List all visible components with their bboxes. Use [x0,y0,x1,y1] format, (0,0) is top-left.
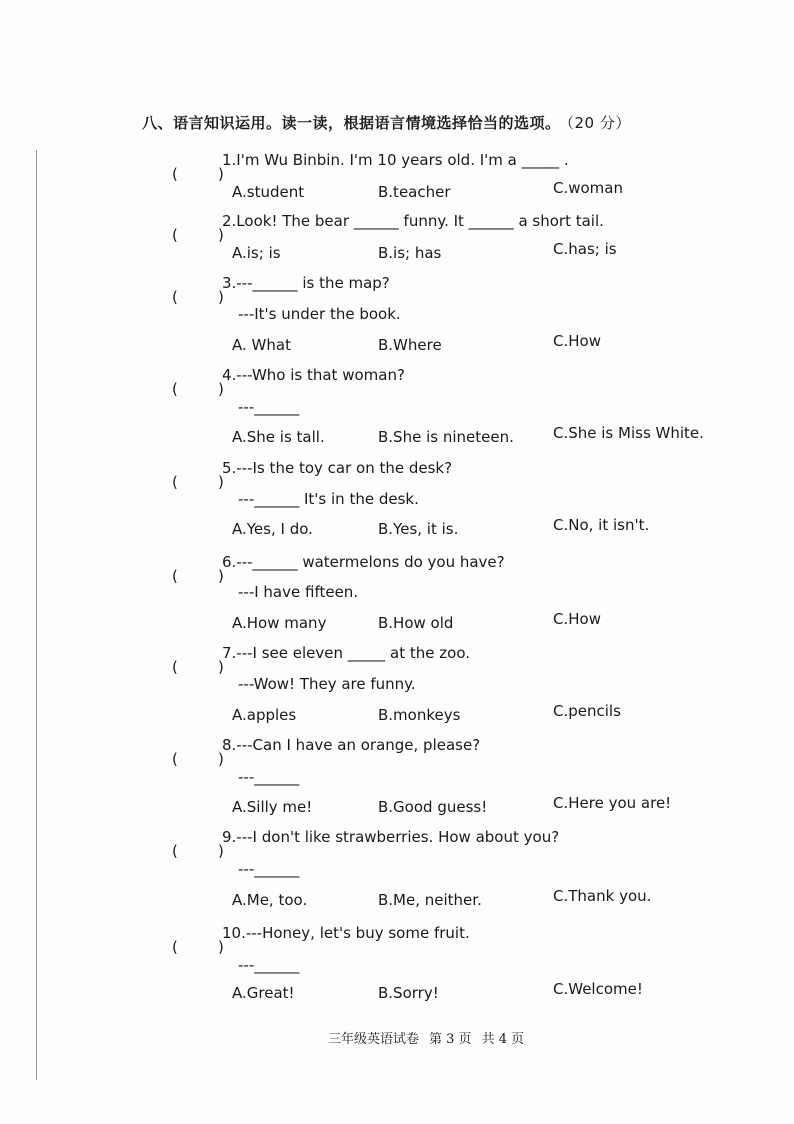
answer-paren-open: ( [172,658,178,676]
question-3 [172,274,390,306]
option-a: A. What [232,336,291,354]
question-stem: 6.---______ watermelons do you have? [222,553,505,571]
option-b: B.Me, neither. [378,891,482,909]
option-b: B.monkeys [378,706,461,724]
section-title [142,112,631,133]
answer-paren-open: ( [172,226,178,244]
question-stem: 4.---Who is that woman? [222,366,405,384]
answer-paren-close: ) [218,226,224,244]
option-a: A.Silly me! [232,798,313,816]
question-stem: 9.---I don't like strawberries. How about you? [222,828,560,846]
answer-paren-close: ) [218,938,224,956]
answer-paren-close: ) [218,288,224,306]
answer-paren-close: ) [218,750,224,768]
question-4 [172,366,405,398]
answer-paren-close: ) [218,165,224,183]
question-1 [172,151,569,183]
option-c: C.has; is [553,240,617,258]
answer-paren-close: ) [218,842,224,860]
section-title-text: 八、语言知识运用。读一读，根据语言情境选择恰当的选项。 [142,114,561,132]
answer-paren-close: ) [218,567,224,585]
answer-paren-open: ( [172,938,178,956]
question-5 [172,459,453,491]
section-score: （20 分） [566,114,631,132]
option-c: C.How [553,332,601,350]
answer-paren-open: ( [172,288,178,306]
option-c: C.pencils [553,702,621,720]
question-reply: ---It's under the book. [238,305,401,323]
question-reply: ---I have fifteen. [238,583,359,601]
answer-paren-close: ) [218,473,224,491]
option-a: A.apples [232,706,297,724]
question-reply: ---______ [238,860,300,878]
option-b: B.Yes, it is. [378,520,459,538]
option-a: A.She is tall. [232,428,325,446]
question-10 [172,924,470,956]
option-b: B.teacher [378,183,451,201]
option-a: A.Great! [232,984,295,1002]
option-c: C.She is Miss White. [553,424,704,442]
question-reply: ---______ It's in the desk. [238,490,419,508]
question-stem: 3.---______ is the map? [222,274,390,292]
question-stem: 1.I'm Wu Binbin. I'm 10 years old. I'm a _____ . [222,151,569,169]
page-footer [328,1028,534,1047]
option-c: C.Here you are! [553,794,672,812]
question-stem: 5.---Is the toy car on the desk? [222,459,453,477]
answer-paren-open: ( [172,567,178,585]
question-7 [172,644,471,676]
footer-exam-name: 三年级英语试卷 [328,1032,420,1047]
option-b: B.is; has [378,244,442,262]
option-a: A.Me, too. [232,891,308,909]
question-9 [172,828,560,860]
option-b: B.Good guess! [378,798,488,816]
option-a: A.How many [232,614,327,632]
option-b: B.Where [378,336,442,354]
question-stem: 10.---Honey, let's buy some fruit. [222,924,470,942]
question-reply: ---Wow! They are funny. [238,675,416,693]
option-a: A.is; is [232,244,281,262]
question-reply: ---______ [238,768,300,786]
answer-paren-open: ( [172,380,178,398]
option-a: A.Yes, I do. [232,520,313,538]
option-b: B.She is nineteen. [378,428,514,446]
question-6 [172,553,505,585]
option-b: B.How old [378,614,454,632]
footer-total-pages: 共 4 页 [481,1032,525,1047]
option-c: C.woman [553,179,623,197]
question-8 [172,736,481,768]
answer-paren-open: ( [172,750,178,768]
option-b: B.Sorry! [378,984,439,1002]
answer-paren-open: ( [172,842,178,860]
question-2 [172,212,604,244]
answer-paren-open: ( [172,165,178,183]
question-stem: 7.---I see eleven _____ at the zoo. [222,644,471,662]
question-stem: 8.---Can I have an orange, please? [222,736,481,754]
option-c: C.Welcome! [553,980,643,998]
question-stem: 2.Look! The bear ______ funny. It ______ a short tail. [222,212,604,230]
question-reply: ---______ [238,956,300,974]
margin-line [36,150,37,1080]
question-reply: ---______ [238,398,300,416]
answer-paren-open: ( [172,473,178,491]
answer-paren-close: ) [218,380,224,398]
option-a: A.student [232,183,305,201]
option-c: C.No, it isn't. [553,516,650,534]
option-c: C.Thank you. [553,887,652,905]
answer-paren-close: ) [218,658,224,676]
footer-page-number: 第 3 页 [429,1032,472,1047]
option-c: C.How [553,610,601,628]
